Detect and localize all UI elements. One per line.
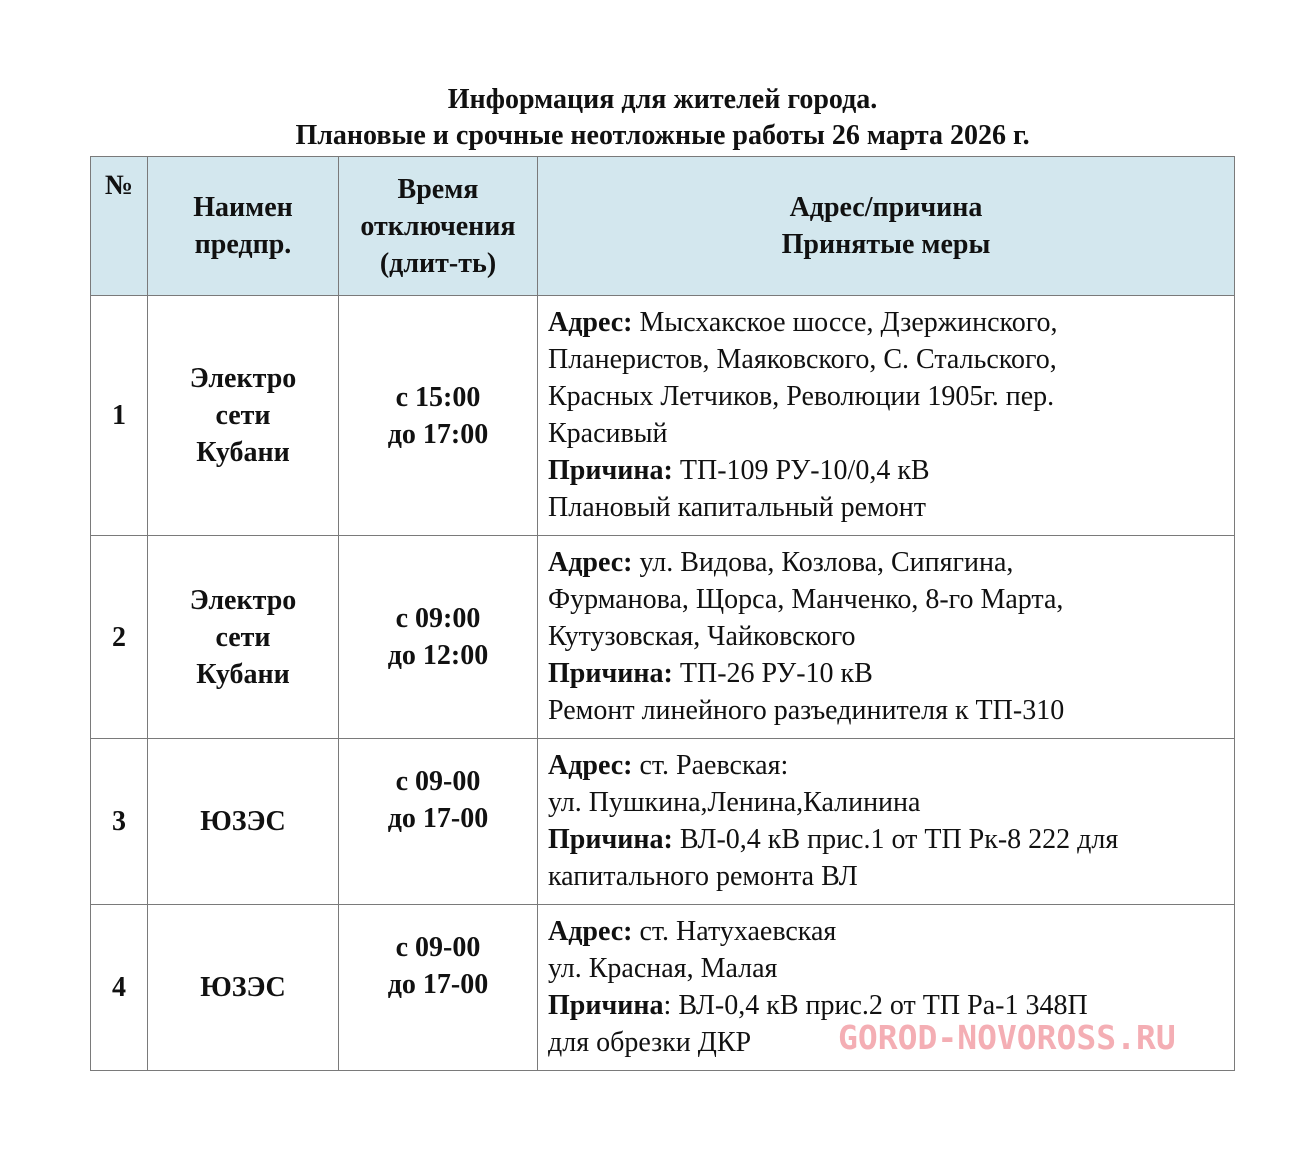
title-line-2: Плановые и срочные неотложные работы 26 марта 2026 г. bbox=[295, 120, 1030, 151]
table-row bbox=[91, 739, 1235, 905]
reason-label: Причина bbox=[548, 990, 664, 1021]
measures: капитального ремонта ВЛ bbox=[548, 861, 858, 892]
reason-label: Причина: bbox=[548, 658, 673, 689]
header-num: № bbox=[91, 157, 148, 296]
reason-label: Причина: bbox=[548, 455, 673, 486]
page-title bbox=[0, 82, 1300, 154]
row-time: с 09:00 до 12:00 bbox=[339, 536, 538, 739]
measures: Плановый капитальный ремонт bbox=[548, 492, 926, 523]
row-address: Адрес: ст. Натухаевская ул. Красная, Малая Причина: ВЛ-0,4 кВ прис.2 от ТП Ра-1 348П для обрезки ДКР bbox=[538, 905, 1235, 1071]
table-header-row bbox=[91, 157, 1235, 296]
row-time: с 15:00 до 17:00 bbox=[339, 296, 538, 536]
row-org: ЮЗЭС bbox=[148, 905, 339, 1071]
row-num: 4 bbox=[91, 905, 148, 1071]
row-num: 3 bbox=[91, 739, 148, 905]
title-line-1: Информация для жителей города. bbox=[447, 84, 878, 115]
site-watermark: GOROD-NOVOROSS.RU bbox=[838, 1018, 1176, 1057]
row-num: 1 bbox=[91, 296, 148, 536]
address-label: Адрес: bbox=[548, 307, 633, 338]
address-label: Адрес: bbox=[548, 916, 633, 947]
row-org: Электро сети Кубани bbox=[148, 536, 339, 739]
header-org: Наимен предпр. bbox=[148, 157, 339, 296]
address-label: Адрес: bbox=[548, 750, 633, 781]
outage-table bbox=[90, 156, 1235, 1071]
reason-label: Причина: bbox=[548, 824, 673, 855]
table-row bbox=[91, 536, 1235, 739]
row-org: ЮЗЭС bbox=[148, 739, 339, 905]
measures: для обрезки ДКР bbox=[548, 1027, 752, 1058]
row-time: с 09-00 до 17-00 bbox=[339, 905, 538, 1071]
row-address: Адрес: ул. Видова, Козлова, Сипягина, Фурманова, Щорса, Манченко, 8-го Марта, Кутузовская, Чайковского Причина: ТП-26 РУ-10 кВ Ремонт линейного разъединителя к ТП-310 bbox=[538, 536, 1235, 739]
address-label: Адрес: bbox=[548, 547, 633, 578]
row-address: Адрес: Мысхакское шоссе, Дзержинского, Планеристов, Маяковского, С. Стальского, Красных Летчиков, Революции 1905г. пер. Красивый Причина: ТП-109 РУ-10/0,4 кВ Плановый капитальный ремонт bbox=[538, 296, 1235, 536]
row-org: Электро сети Кубани bbox=[148, 296, 339, 536]
row-time: с 09-00 до 17-00 bbox=[339, 739, 538, 905]
row-num: 2 bbox=[91, 536, 148, 739]
measures: Ремонт линейного разъединителя к ТП-310 bbox=[548, 695, 1065, 726]
header-time: Время отключения (длит-ть) bbox=[339, 157, 538, 296]
row-address: Адрес: ст. Раевская: ул. Пушкина,Ленина,Калинина Причина: ВЛ-0,4 кВ прис.1 от ТП Рк-8 222 для капитального ремонта ВЛ bbox=[538, 739, 1235, 905]
table-row bbox=[91, 296, 1235, 536]
header-address: Адрес/причина Принятые меры bbox=[538, 157, 1235, 296]
